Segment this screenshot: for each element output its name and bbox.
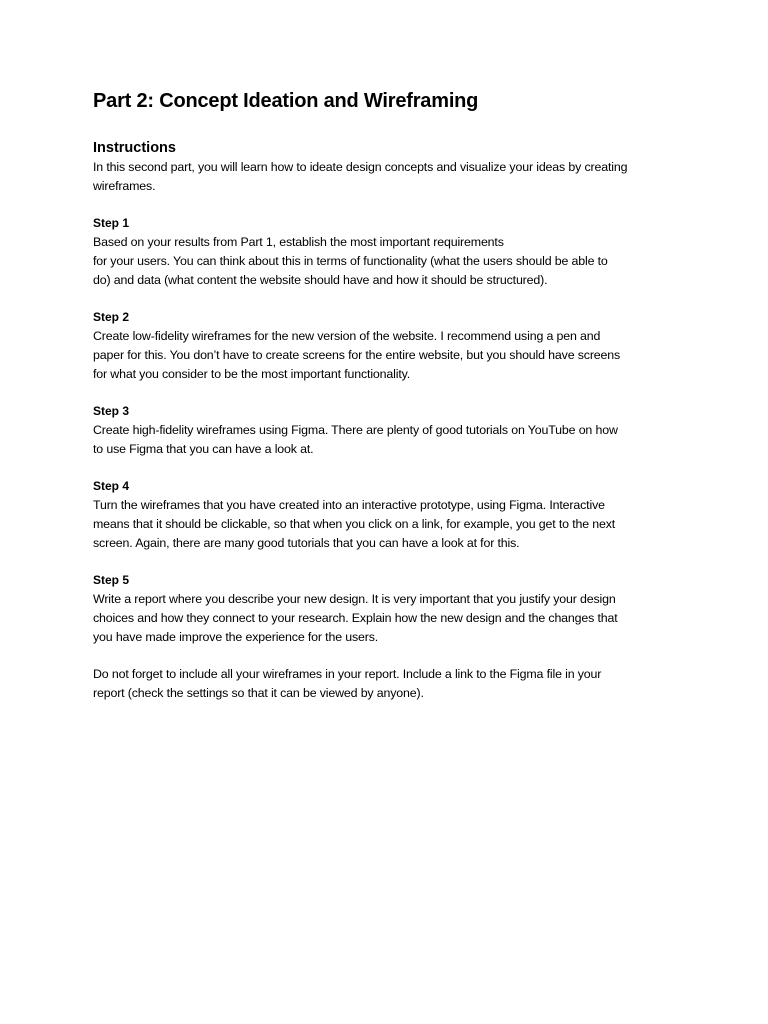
text-line: means that it should be clickable, so that when you click on a link, for example, you get to the next: [93, 517, 616, 531]
text-line: Turn the wireframes that you have created into an interactive prototype, using Figma. Interactive: [93, 498, 605, 512]
text-line: Do not forget to include all your wireframes in your report. Include a link to the Figma file in your: [93, 667, 602, 681]
text-line: wireframes.: [93, 179, 156, 193]
step-4-text: [93, 496, 683, 553]
text-line: Create high-fidelity wireframes using Figma. There are plenty of good tutorials on YouTube on how: [93, 423, 618, 437]
step-2-text: [93, 327, 683, 384]
step-3-text: [93, 421, 683, 459]
instructions-text: [93, 158, 683, 196]
text-line: Create low-fidelity wireframes for the new version of the website. I recommend using a pen and: [93, 329, 601, 343]
step-1-text: [93, 233, 683, 290]
text-line: Based on your results from Part 1, establish the most important requirements: [93, 235, 504, 249]
step-4-heading: Step 4: [93, 479, 130, 493]
text-line: choices and how they connect to your research. Explain how the new design and the changes that: [93, 611, 618, 625]
step-2-heading: Step 2: [93, 310, 130, 324]
step-1-heading: Step 1: [93, 216, 130, 230]
step-3-heading: Step 3: [93, 404, 130, 418]
text-line: for what you consider to be the most important functionality.: [93, 367, 411, 381]
text-line: Write a report where you describe your new design. It is very important that you justify your design: [93, 592, 616, 606]
instructions-section: [93, 139, 683, 196]
text-line: to use Figma that you can have a look at.: [93, 442, 314, 456]
text-line: you have made improve the experience for the users.: [93, 630, 379, 644]
page-title: Part 2: Concept Ideation and Wireframing: [93, 90, 479, 112]
step-1-section: [93, 214, 683, 290]
text-line: paper for this. You don’t have to create screens for the entire website, but you should have screens: [93, 348, 621, 362]
step-5-text: [93, 590, 683, 647]
text-line: screen. Again, there are many good tutorials that you can have a look at for this.: [93, 536, 520, 550]
document-page: [93, 88, 683, 721]
step-5-heading: Step 5: [93, 573, 130, 587]
step-4-section: [93, 477, 683, 553]
text-line: report (check the settings so that it can be viewed by anyone).: [93, 686, 424, 700]
text-line: for your users. You can think about this in terms of functionality (what the users should be able to: [93, 254, 608, 268]
instructions-heading: Instructions: [93, 140, 176, 156]
closing-text: [93, 665, 683, 703]
text-line: In this second part, you will learn how to ideate design concepts and visualize your ideas by creating: [93, 160, 628, 174]
step-5-section: [93, 571, 683, 647]
step-3-section: [93, 402, 683, 459]
closing-section: [93, 665, 683, 703]
step-2-section: [93, 308, 683, 384]
text-line: do) and data (what content the website should have and how it should be structured).: [93, 273, 548, 287]
